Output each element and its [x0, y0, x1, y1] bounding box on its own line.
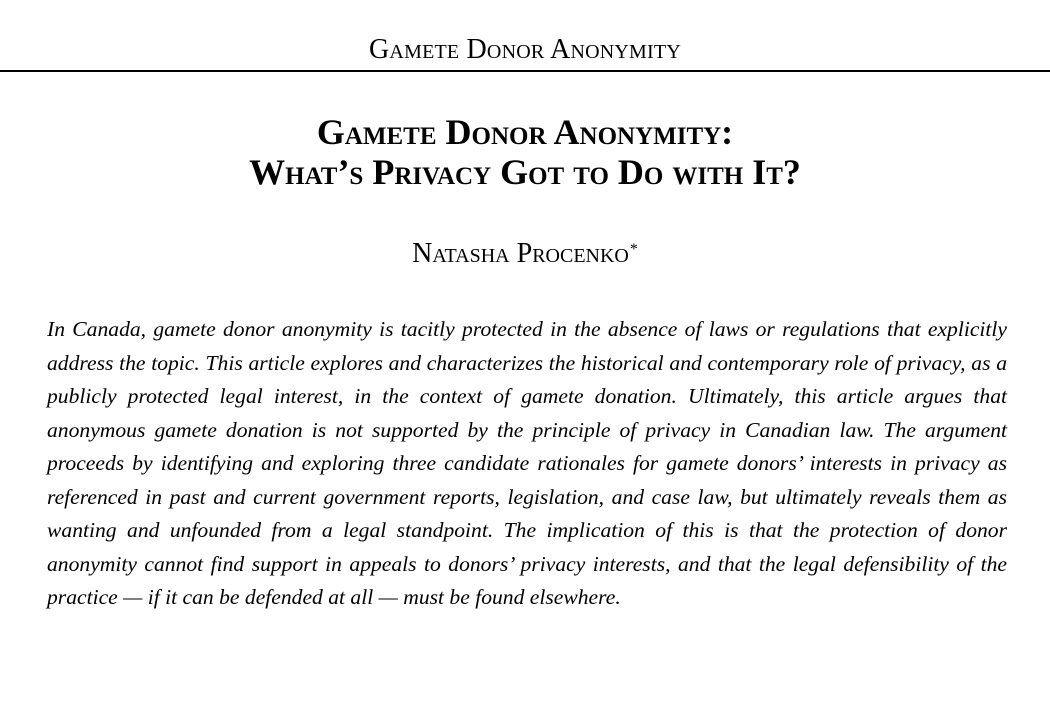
author-footnote-mark: *	[629, 241, 638, 258]
author-name: Natasha Procenko	[412, 238, 629, 269]
author-line	[0, 234, 1050, 274]
header-rule	[0, 70, 1050, 72]
article-title-line-1: Gamete Donor Anonymity:	[316, 112, 734, 152]
article-title-line-2: What’s Privacy Got to Do with It?	[249, 152, 801, 192]
abstract: In Canada, gamete donor anonymity is tacitly protected in the absence of laws or regulations that explicitly address the topic. This article explores and characterizes the historical and contemporary role of privacy, as a publicly protected legal interest, in the context of gamete donation. Ultimately, this article argues that anonymous gamete donation is not supported by the principle of privacy in Canadian law. The argument proceeds by identifying and exploring three candidate rationales for gamete donors’ interests in privacy as referenced in past and current government reports, legislation, and case law, but ultimately reveals them as wanting and unfounded from a legal standpoint. The implication of this is that the protection of donor anonymity cannot find support in appeals to donors’ privacy interests, and that the legal defensibility of the practice — if it can be defended at all — must be found elsewhere.	[47, 317, 1007, 609]
running-head: Gamete Donor Anonymity	[369, 34, 681, 65]
